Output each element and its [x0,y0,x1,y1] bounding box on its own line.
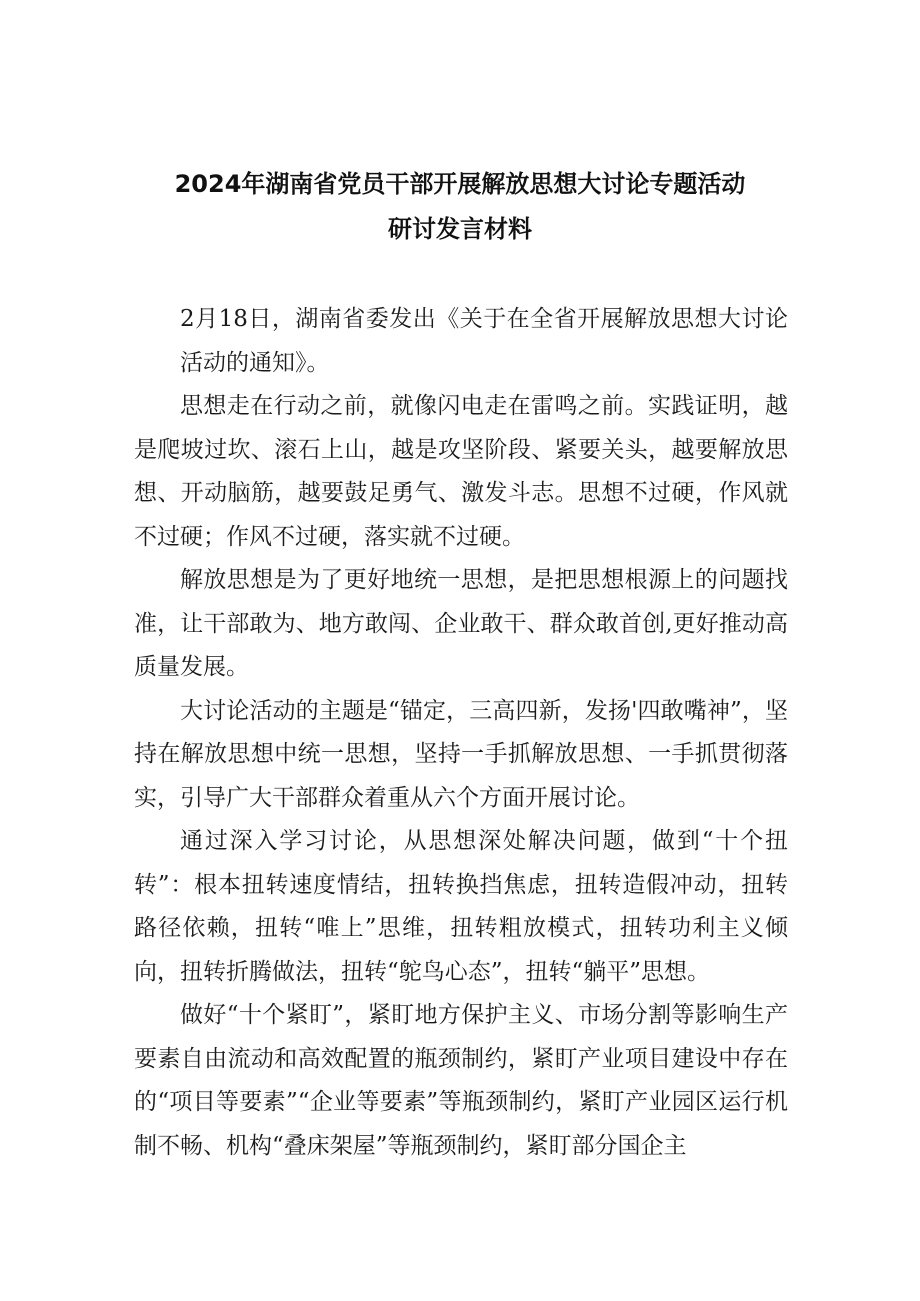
paragraph: 做好“十个紧盯”，紧盯地方保护主义、市场分割等影响生产要素自由流动和高效配置的瓶颈制约，紧盯产业项目建设中存在的“项目等要素”“企业等要素”等瓶颈制约，紧盯产业园区运行机制不畅、机构“叠床架屋”等瓶颈制约，紧盯部分国企主 [134,1002,788,1159]
paragraph: 通过深入学习讨论，从思想深处解决问题，做到“十个扭转”：根本扭转速度情结，扭转换挡焦虑，扭转造假冲动，扭转路径依赖，扭转“唯上”思维，扭转粗放模式，扭转功利主义倾向，扭转折腾做法，扭转“鸵鸟心态”，扭转“躺平”思想。 [134,828,788,985]
document-title-line-2: 研讨发言材料 [388,215,532,243]
paragraph: 2月18日，湖南省委发出《关于在全省开展解放思想大讨论活动的通知》。 [180,306,788,376]
document-body [134,298,788,1168]
paragraph: 思想走在行动之前，就像闪电走在雷鸣之前。实践证明，越是爬坡过坎、滚石上山，越是攻坚阶段、紧要关头，越要解放思想、开动脑筋，越要鼓足勇气、激发斗志。思想不过硬，作风就不过硬；作风不过硬，落实就不过硬。 [134,393,788,550]
paragraph: 大讨论活动的主题是“锚定，三高四新，发扬'四敢嘴神”，坚持在解放思想中统一思想，坚持一手抓解放思想、一手抓贯彻落实，引导广大干部群众着重从六个方面开展讨论。 [134,697,788,811]
document-title-line-1: 2024年湖南省党员干部开展解放思想大讨论专题活动 [174,170,746,198]
paragraph: 解放思想是为了更好地统一思想，是把思想根源上的问题找准，让干部敢为、地方敢闯、企业敢干、群众敢首创,更好推动高质量发展。 [134,567,788,680]
